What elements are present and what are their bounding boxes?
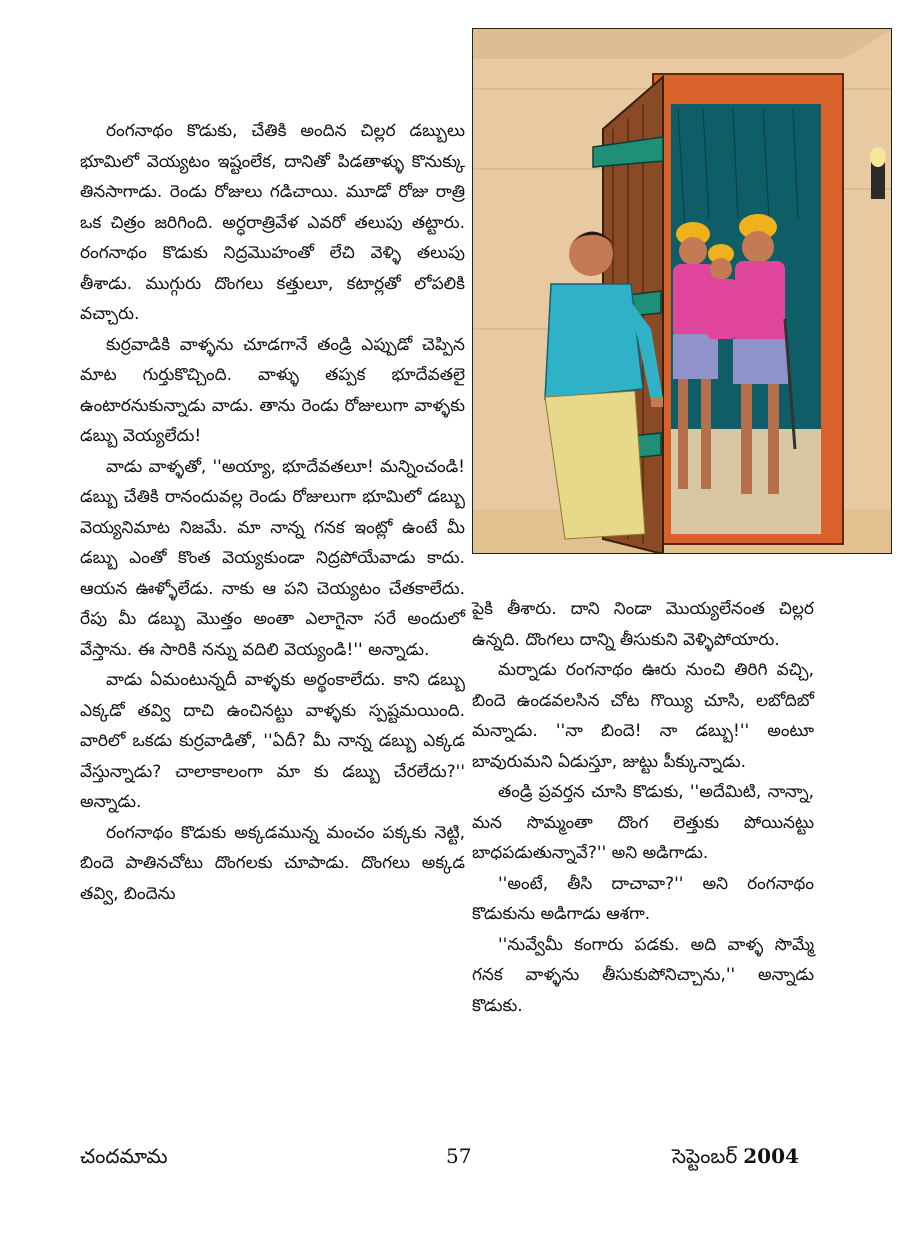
issue-date <box>672 1144 799 1173</box>
paragraph: పైకి తీశారు. దాని నిండా మొయ్యలేనంత చిల్లర ఉన్నది. దొంగలు దాన్ని తీసుకుని వెళ్ళిపోయారు. <box>472 599 814 650</box>
left-text-column <box>80 116 465 909</box>
wall-lamp <box>870 147 886 199</box>
paragraph: వాడు ఏమంటున్నదీ వాళ్ళకు అర్థంకాలేదు. కాని డబ్బు ఎక్కడో తవ్వి దాచి ఉంచినట్టు వాళ్ళకు స్పష్టమయింది. వారిలో ఒకడు కుర్రవాడితో, ''ఏదీ? మీ నాన్న డబ్బు ఎక్కడ వేస్తున్నాడు? చాలాకాలంగా మా కు డబ్బు చేరలేదు?'' అన్నాడు. <box>80 670 465 812</box>
magazine-name: చందమామ <box>80 1144 168 1168</box>
paragraph: రంగనాథం కొడుకు, చేతికి అందిన చిల్లర డబ్బులు భూమిలో వెయ్యటం ఇష్టంలేక, దానితో పిడతాళ్ళు కొనుక్కు తినసాగాడు. రెండు రోజులు గడిచాయి. మూడో రోజు రాత్రి ఒక చిత్రం జరిగింది. అర్ధరాత్రివేళ ఎవరో తలుపు తట్టారు. రంగనాథం కొడుకు నిద్రమొహంతో లేచి వెళ్ళి తలుపు తీశాడు. ముగ్గురు దొంగలు కత్తులూ, కటార్లతో లోపలికి వచ్చారు. <box>80 121 465 324</box>
paragraph: మర్నాడు రంగనాథం ఊరు నుంచి తిరిగి వచ్చి, బిందె ఉండవలసిన చోట గొయ్యి చూసి, లబోదిబో మన్నాడు. ''నా బిందె! నా డబ్బు!'' అంటూ బావురుమని ఏడుస్తూ, జుట్టు పీక్కున్నాడు. <box>472 660 814 772</box>
story-illustration <box>472 28 892 554</box>
paragraph: రంగనాథం కొడుకు అక్కడమున్న మంచం పక్కకు నెట్టి, బిందె పాతినచోటు దొంగలకు చూపాడు. దొంగలు అక్కడ తవ్వి, బిందెను <box>80 822 465 904</box>
paragraph: వాడు వాళ్ళతో, ''అయ్యా, భూదేవతలూ! మన్నించండి! డబ్బు చేతికి రానందువల్ల రెండు రోజులుగా భూమిలో డబ్బు వెయ్యనిమాట నిజమే. మా నాన్న గనక ఇంట్లో ఉంటే మీ డబ్బు ఎంతో కొంత వెయ్యకుండా నిద్రపోయేవాడు కాదు. ఆయన ఊళ్ళోలేడు. నాకు ఆ పని చెయ్యటం చేతకాలేదు. రేపు మీ డబ్బు మొత్తం అంతా ఎలాగైనా సరే అందులో వేస్తాను. ఈ సారికి నన్ను వదిలి వెయ్యండి!'' అన్నాడు. <box>80 456 465 660</box>
door-scene-drawing <box>473 29 892 554</box>
paragraph: ''అంటే, తీసి దాచావా?'' అని రంగనాథం కొడుకును అడిగాడు ఆశగా. <box>472 873 814 924</box>
paragraph: కుర్రవాడికి వాళ్ళను చూడగానే తండ్రి ఎప్పుడో చెప్పిన మాట గుర్తుకొచ్చింది. వాళ్ళు తప్పక భూదేవతలై ఉంటారనుకున్నాడు వాడు. తాను రెండు రోజులుగా వాళ్ళకు డబ్బు వెయ్యలేదు! <box>80 334 465 446</box>
issue-month: సెప్టెంబర్ <box>672 1144 738 1168</box>
issue-year: 2004 <box>743 1144 799 1168</box>
paragraph: ''నువ్వేమీ కంగారు పడకు. అది వాళ్ళ సొమ్మే గనక వాళ్ళను తీసుకుపోనిచ్చాను,'' అన్నాడు కొడుకు. <box>472 934 814 1016</box>
right-text-column <box>472 594 814 1021</box>
paragraph: తండ్రి ప్రవర్తన చూసి కొడుకు, ''అదేమిటి, నాన్నా, మన సొమ్మంతా దొంగ లెత్తుకు పోయినట్టు బాధపడుతున్నావే?'' అని అడిగాడు. <box>472 782 814 863</box>
page-number: 57 <box>446 1144 472 1168</box>
